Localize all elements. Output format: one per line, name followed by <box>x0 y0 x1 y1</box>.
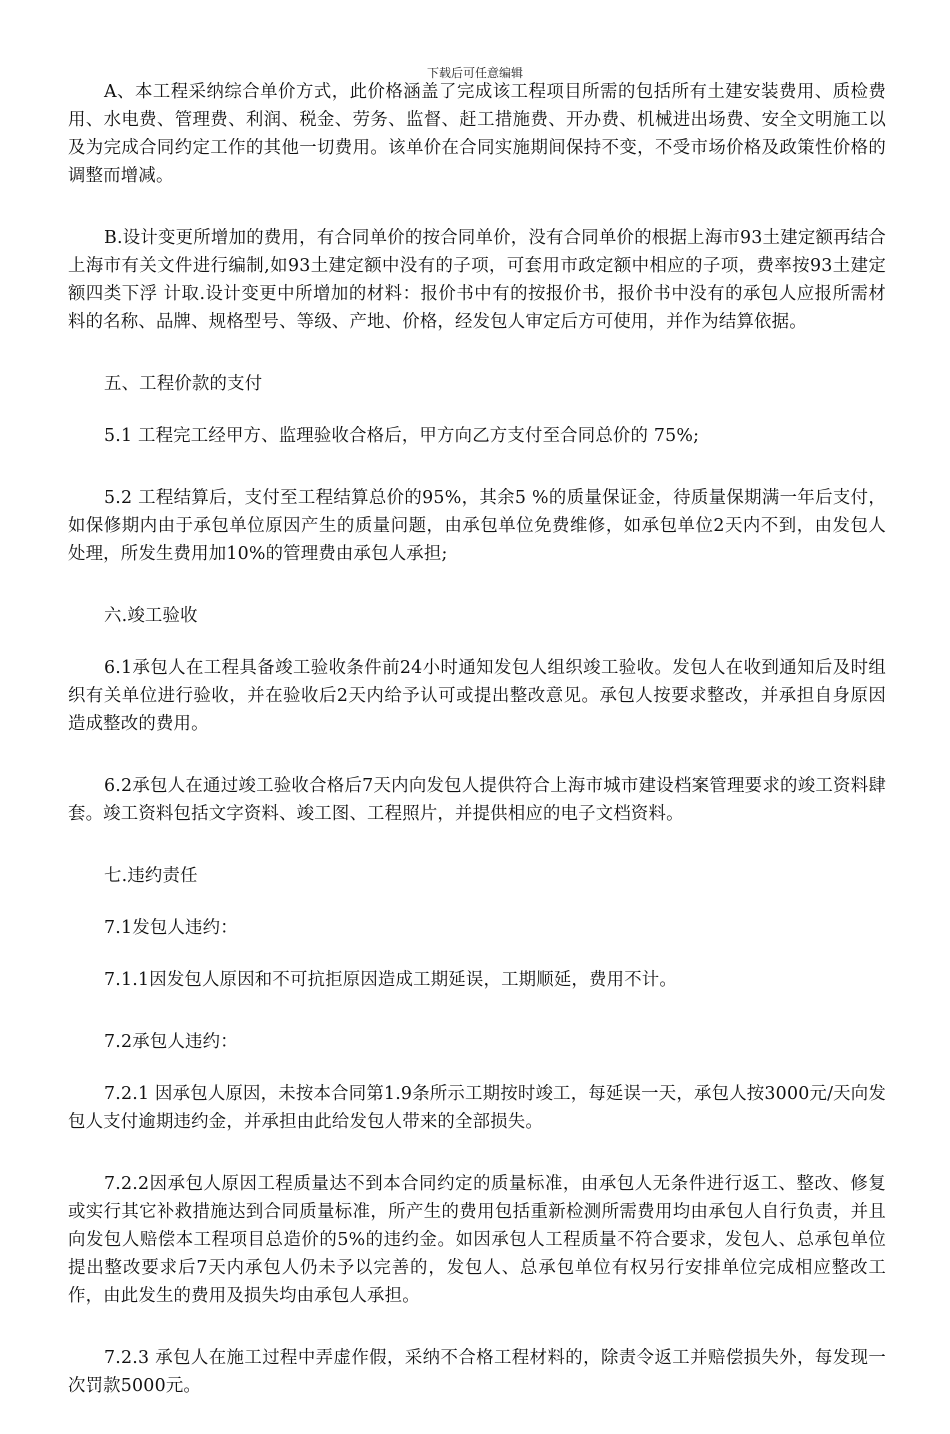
section-heading-acceptance: 六.竣工验收 <box>104 606 198 626</box>
paragraph-5-2: 5.2 工程结算后，支付至工程结算总价的95%，其余5 %的质量保证金，待质量保期满一年后支付，如保修期内由于承包单位原因产生的质量问题，由承包单位免费维修，如承包单位2天内不到，由发包人处理，所发生费用加10%的管理费由承包人承担; <box>68 488 886 564</box>
paragraph-7-2-2: 7.2.2因承包人原因工程质量达不到本合同约定的质量标准，由承包人无条件进行返工、整改、修复或实行其它补救措施达到合同质量标准，所产生的费用包括重新检测所需费用均由承包人自行负责，并且向发包人赔偿本工程项目总造价的5%的违约金。如因承包人工程质量不符合要求，发包人、总承包单位提出整改要求后7天内承包人仍未予以完善的，发包人、总承包单位有权另行安排单位完成相应整改工作，由此发生的费用及损失均由承包人承担。 <box>68 1174 886 1306</box>
header-note: 下载后可任意编辑 <box>426 66 523 80</box>
paragraph-6-1: 6.1承包人在工程具备竣工验收条件前24小时通知发包人组织竣工验收。发包人在收到通知后及时组织有关单位进行验收，并在验收后2天内给予认可或提出整改意见。承包人按要求整改，并承担自身原因造成整改的费用。 <box>68 658 886 734</box>
paragraph-5-1: 5.1 工程完工经甲方、监理验收合格后，甲方向乙方支付至合同总价的 75%; <box>104 426 700 446</box>
paragraph-design-change: B.设计变更所增加的费用，有合同单价的按合同单价，没有合同单价的根据上海市93土建定额再结合上海市有关文件进行编制,如93土建定额中没有的子项，可套用市政定额中相应的子项，费率按93土建定额四类下浮 计取.设计变更中所增加的材料：报价书中有的按报价书，报价书中没有的承包人应报所需材料的名称、品牌、规格型号、等级、产地、价格，经发包人审定后方可使用，并作为结算依据。 <box>68 228 886 332</box>
section-heading-liability: 七.违约责任 <box>104 866 198 886</box>
paragraph-7-2-3: 7.2.3 承包人在施工过程中弄虚作假，采纳不合格工程材料的，除责令返工并赔偿损失外，每发现一次罚款5000元。 <box>68 1348 886 1396</box>
paragraph-7-1: 7.1发包人违约： <box>104 918 238 938</box>
paragraph-7-2-1: 7.2.1 因承包人原因，未按本合同第1.9条所示工期按时竣工，每延误一天，承包人按3000元/天向发包人支付逾期违约金，并承担由此给发包人带来的全部损失。 <box>68 1084 886 1132</box>
paragraph-7-1-1: 7.1.1因发包人原因和不可抗拒原因造成工期延误，工期顺延，费用不计。 <box>104 970 677 990</box>
paragraph-pricing-method: A、本工程采纳综合单价方式，此价格涵盖了完成该工程项目所需的包括所有土建安装费用、质检费用、水电费、管理费、利润、税金、劳务、监督、赶工措施费、开办费、机械进出场费、安全文明施工以及为完成合同约定工作的其他一切费用。该单价在合同实施期间保持不变，不受市场价格及政策性价格的调整而增减。 <box>68 82 886 186</box>
section-heading-payment: 五、工程价款的支付 <box>104 374 263 394</box>
paragraph-7-2: 7.2承包人违约： <box>104 1032 238 1052</box>
paragraph-6-2: 6.2承包人在通过竣工验收合格后7天内向发包人提供符合上海市城市建设档案管理要求的竣工资料肆套。竣工资料包括文字资料、竣工图、工程照片，并提供相应的电子文档资料。 <box>68 776 886 824</box>
document-body <box>68 78 886 1434</box>
